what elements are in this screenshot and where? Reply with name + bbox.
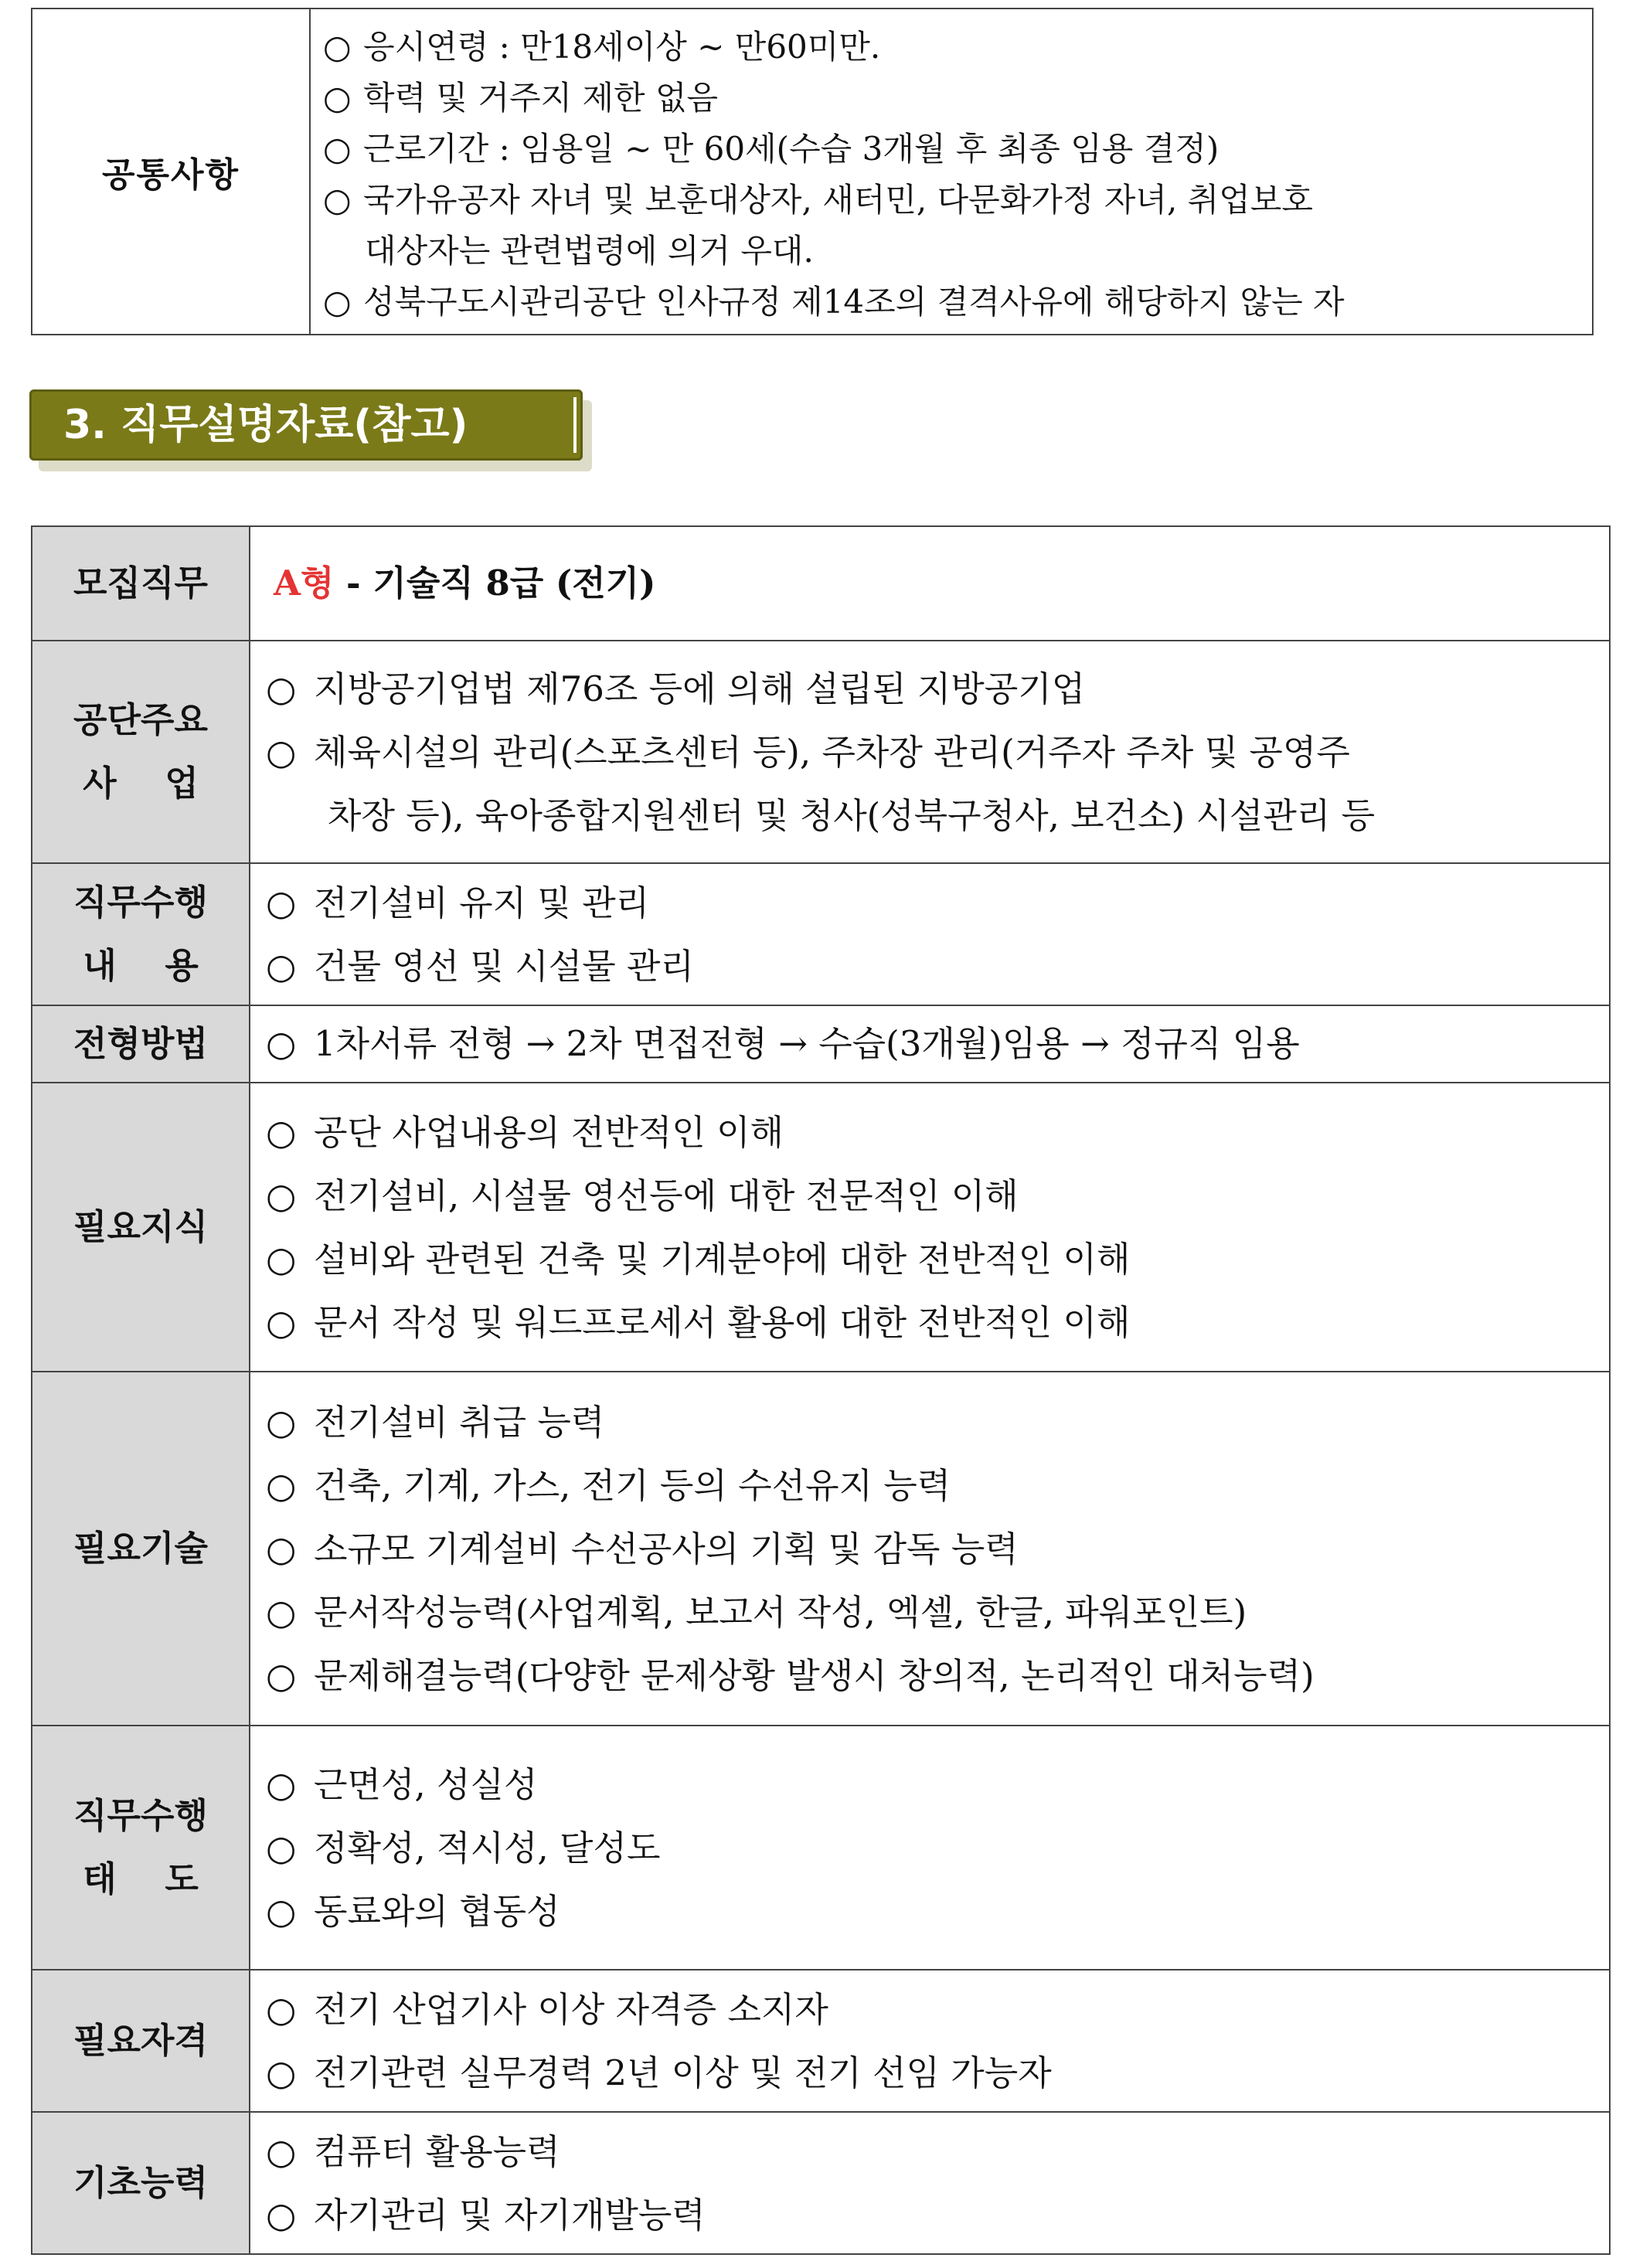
list-item-continuation: 차장 등), 육아종합지원센터 및 청사(성북구청사, 보건소) 시설관리 등 [328,795,1376,836]
list-item: ○ 전기관련 실무경력 2년 이상 및 전기 선임 가능자 [266,2042,1609,2105]
content-skills [250,1372,1610,1726]
list-item: ○ 국가유공자 자녀 및 보훈대상자, 새터민, 다문화가정 자녀, 취업보호 [323,175,1592,226]
content-selection [250,1005,1610,1083]
list-item: ○ 설비와 관련된 건축 및 기계분야에 대한 전반적인 이해 [266,1228,1609,1291]
circle-bullet-icon: ○ [266,1302,297,1343]
row-qualification [32,1970,1610,2112]
circle-bullet-icon: ○ [323,28,352,66]
list-item: ○ 컴퓨터 활용능력 [266,2120,1609,2184]
circle-bullet-icon: ○ [266,1592,297,1633]
common-requirements-table [31,8,1594,335]
list-item: ○ 문제해결능력(다양한 문제상황 발생시 창의적, 논리적인 대처능력) [266,1644,1609,1708]
content-qualification [250,1970,1610,2112]
list-item: ○ 체육시설의 관리(스포츠센터 등), 주차장 관리(거주자 주차 및 공영주 [266,721,1609,784]
list-item: ○ 학력 및 거주지 제한 없음 [323,73,1592,124]
list-item: ○ 정확성, 적시성, 달성도 [266,1817,1609,1880]
common-label: 공통사항 [32,9,310,335]
circle-bullet-icon: ○ [266,1465,297,1506]
content-duties [250,863,1610,1005]
job-type-accent: A형 [274,563,335,604]
row-skills [32,1372,1610,1726]
list-item: ○ 문서작성능력(사업계획, 보고서 작성, 엑셀, 한글, 파워포인트) [266,1581,1609,1644]
content-basic [250,2112,1610,2254]
circle-bullet-icon: ○ [266,1528,297,1569]
list-item: ○ 전기설비 유지 및 관리 [266,872,1609,935]
list-item: ○ 성북구도시관리공단 인사규정 제14조의 결격사유에 해당하지 않는 자 [323,277,1592,328]
label-qualification: 필요자격 [32,1970,250,2112]
content-attitude [250,1726,1610,1970]
common-content [310,9,1593,335]
row-knowledge [32,1083,1610,1372]
list-item: ○ 1차서류 전형 → 2차 면접전형 → 수습(3개월)임용 → 정규직 임용 [266,1012,1609,1076]
circle-bullet-icon: ○ [266,1239,297,1280]
content-knowledge [250,1083,1610,1372]
recruit-title: A형 - 기술직 8급 (전기) [274,563,656,604]
job-description-table [31,525,1611,2255]
circle-bullet-icon: ○ [266,882,297,923]
section-title: 3. 직무설명자료(참고) [63,402,468,448]
circle-bullet-icon: ○ [266,1023,297,1064]
list-item: ○ 건축, 기계, 가스, 전기 등의 수선유지 능력 [266,1454,1609,1518]
content-recruit [250,526,1610,641]
circle-bullet-icon: ○ [266,2131,297,2172]
list-item: ○ 건물 영선 및 시설물 관리 [266,935,1609,998]
circle-bullet-icon: ○ [266,1175,297,1216]
common-row [32,9,1593,335]
circle-bullet-icon: ○ [266,1828,297,1868]
circle-bullet-icon: ○ [323,130,352,168]
circle-bullet-icon: ○ [266,1764,297,1805]
label-selection: 전형방법 [32,1005,250,1083]
list-item: ○ 공단 사업내용의 전반적인 이해 [266,1101,1609,1165]
circle-bullet-icon: ○ [266,2195,297,2236]
circle-bullet-icon: ○ [266,1655,297,1696]
circle-bullet-icon: ○ [323,181,352,219]
label-recruit: 모집직무 [32,526,250,641]
row-recruit [32,526,1610,641]
list-item: ○ 소규모 기계설비 수선공사의 기획 및 감독 능력 [266,1518,1609,1581]
row-duties [32,863,1610,1005]
circle-bullet-icon: ○ [266,1402,297,1443]
circle-bullet-icon: ○ [266,1112,297,1153]
list-item: ○ 근면성, 성실성 [266,1753,1609,1817]
label-basic: 기초능력 [32,2112,250,2254]
label-duties: 직무수행 내 용 [32,863,250,1005]
label-knowledge: 필요지식 [32,1083,250,1372]
row-attitude [32,1726,1610,1970]
list-item: ○ 전기설비 취급 능력 [266,1391,1609,1454]
label-attitude: 직무수행 태 도 [32,1726,250,1970]
circle-bullet-icon: ○ [323,283,352,321]
circle-bullet-icon: ○ [266,2052,297,2093]
list-item: ○ 근로기간 : 임용일 ~ 만 60세(수습 3개월 후 최종 임용 결정) [323,124,1592,175]
circle-bullet-icon: ○ [266,1989,297,2030]
content-business [250,641,1610,863]
list-item: ○ 응시연령 : 만18세이상 ~ 만60미만. [323,22,1592,73]
label-business: 공단주요 사 업 [32,641,250,863]
list-item: ○ 자기관리 및 자기개발능력 [266,2184,1609,2247]
circle-bullet-icon: ○ [323,79,352,117]
row-basic [32,2112,1610,2254]
section-heading [29,389,592,471]
row-business [32,641,1610,863]
list-item-continuation: 대상자는 관련법령에 의거 우대. [365,232,814,270]
list-item: ○ 지방공기업법 제76조 등에 의해 설립된 지방공기업 [266,658,1609,721]
row-selection [32,1005,1610,1083]
list-item: ○ 동료와의 협동성 [266,1880,1609,1943]
list-item: ○ 문서 작성 및 워드프로세서 활용에 대한 전반적인 이해 [266,1291,1609,1355]
list-item: ○ 전기 산업기사 이상 자격증 소지자 [266,1978,1609,2042]
label-skills: 필요기술 [32,1372,250,1726]
circle-bullet-icon: ○ [266,732,297,773]
circle-bullet-icon: ○ [266,668,297,709]
circle-bullet-icon: ○ [266,946,297,987]
circle-bullet-icon: ○ [266,1891,297,1932]
list-item: ○ 전기설비, 시설물 영선등에 대한 전문적인 이해 [266,1165,1609,1228]
